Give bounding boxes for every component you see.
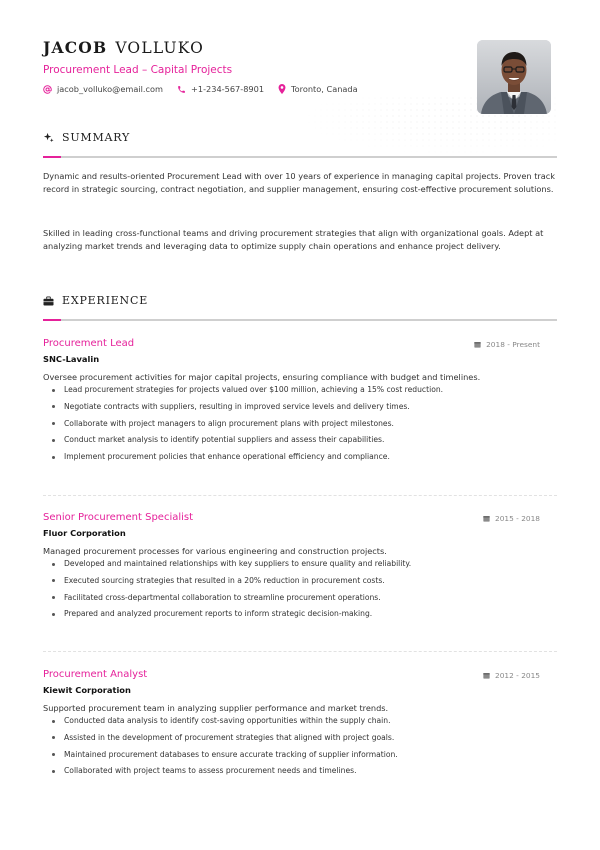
- job-dates: [483, 514, 540, 523]
- phone-text: +1-234-567-8901: [191, 84, 265, 94]
- job-company: Kiewit Corporation: [43, 685, 131, 695]
- candidate-name: [43, 38, 204, 57]
- list-item: Lead procurement strategies for projects valued over $100 million, achieving a 15% cost reduction.: [43, 385, 557, 395]
- contact-phone[interactable]: [177, 84, 264, 94]
- list-item: Prepared and analyzed procurement reports to inform strategic decision-making.: [43, 609, 557, 619]
- job-description: Supported procurement team in analyzing supplier performance and market trends.: [43, 703, 389, 713]
- list-item: Collaborated with project teams to assess procurement needs and timelines.: [43, 766, 557, 776]
- job-divider: [43, 495, 557, 496]
- rule-accent: [43, 156, 61, 158]
- list-item: Maintained procurement databases to ensure accurate tracking of supplier information.: [43, 750, 557, 760]
- experience-heading: [43, 294, 148, 307]
- summary-rule: [43, 156, 557, 158]
- job-bullets: [43, 385, 557, 462]
- list-item: Executed sourcing strategies that resulted in a 20% reduction in procurement costs.: [43, 576, 557, 586]
- experience-rule: [43, 319, 557, 321]
- list-item: Conduct market analysis to identify potential suppliers and assess their capabilities.: [43, 435, 557, 445]
- job-company: SNC-Lavalin: [43, 354, 100, 364]
- list-item: Implement procurement policies that enhance operational efficiency and compliance.: [43, 452, 557, 462]
- contact-bar: [43, 84, 372, 94]
- job-company: Fluor Corporation: [43, 528, 126, 538]
- contact-email[interactable]: [43, 84, 163, 94]
- summary-paragraph-1: Dynamic and results-oriented Procurement Lead with over 10 years of experience in managing capital projects. Proven track record in strategic sourcing, contract negotiation, and supplier management, ensuring cost-effective procurement solutions.: [43, 171, 556, 194]
- sparkle-icon: [43, 132, 54, 143]
- job-dates: [483, 671, 540, 680]
- job-bullets: [43, 559, 557, 619]
- summary-heading-text: SUMMARY: [62, 131, 131, 144]
- job-divider: [43, 651, 557, 652]
- at-icon: [43, 85, 52, 94]
- job-dates-text: 2012 - 2015: [495, 671, 540, 680]
- list-item: Negotiate contracts with suppliers, resulting in improved service levels and delivery times.: [43, 402, 557, 412]
- location-pin-icon: [278, 84, 286, 94]
- list-item: Conducted data analysis to identify cost-saving opportunities within the supply chain.: [43, 716, 557, 726]
- job-bullets: [43, 716, 557, 776]
- last-name: VOLLUKO: [115, 39, 205, 57]
- job-title: Procurement Lead – Capital Projects: [43, 64, 233, 76]
- job-dates-text: 2015 - 2018: [495, 514, 540, 523]
- job-role: Procurement Analyst: [43, 669, 148, 680]
- job-description: Managed procurement processes for various engineering and construction projects.: [43, 546, 387, 556]
- list-item: Collaborate with project managers to align procurement plans with project milestones.: [43, 419, 557, 429]
- list-item: Developed and maintained relationships with key suppliers to ensure quality and reliability.: [43, 559, 557, 569]
- job-dates: [474, 340, 540, 349]
- job-entry: [43, 669, 557, 783]
- summary-paragraph-2: Skilled in leading cross-functional teams and driving procurement strategies that align with organizational goals. Adept at analyzing market trends and leveraging data to optimize supply chain operations and enhance project delivery.: [43, 228, 544, 251]
- contact-location: [278, 84, 358, 94]
- job-role: Procurement Lead: [43, 338, 135, 349]
- email-text: jacob_volluko@email.com: [57, 84, 164, 94]
- briefcase-icon: [43, 296, 54, 306]
- calendar-icon: [483, 515, 490, 522]
- job-entry: [43, 338, 557, 469]
- summary-heading: [43, 131, 130, 144]
- phone-icon: [177, 85, 186, 94]
- location-text: Toronto, Canada: [291, 84, 358, 94]
- calendar-icon: [483, 672, 490, 679]
- list-item: Assisted in the development of procurement strategies that aligned with project goals.: [43, 733, 557, 743]
- profile-photo: [477, 40, 551, 114]
- first-name: JACOB: [43, 38, 108, 57]
- list-item: Facilitated cross-departmental collaboration to streamline procurement operations.: [43, 593, 557, 603]
- job-description: Oversee procurement activities for major capital projects, ensuring compliance with budget and timelines.: [43, 372, 481, 382]
- job-entry: [43, 512, 557, 626]
- calendar-icon: [474, 341, 481, 348]
- job-role: Senior Procurement Specialist: [43, 512, 194, 523]
- rule-accent: [43, 319, 61, 321]
- job-dates-text: 2018 - Present: [486, 340, 540, 349]
- experience-heading-text: EXPERIENCE: [62, 294, 149, 307]
